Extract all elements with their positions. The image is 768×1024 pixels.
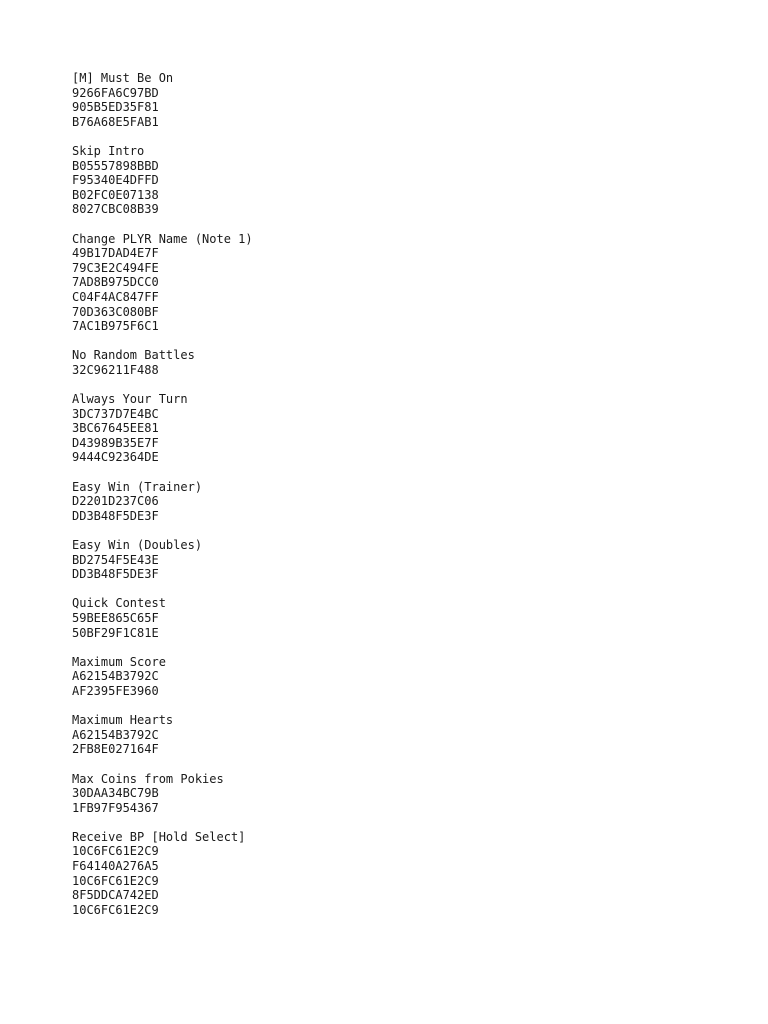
cheat-code: 59BEE865C65F xyxy=(72,610,159,625)
cheat-code: D43989B35E7F xyxy=(72,435,159,450)
cheat-code: 7AD8B975DCC0 xyxy=(72,275,159,290)
cheat-entry xyxy=(72,144,732,217)
cheat-entry xyxy=(72,538,732,582)
cheat-entry xyxy=(72,596,732,640)
cheat-title: [M] Must Be On xyxy=(72,71,174,85)
cheat-code: DD3B48F5DE3F xyxy=(72,567,159,582)
cheat-title: Receive BP [Hold Select] xyxy=(72,829,246,844)
cheat-entry xyxy=(72,232,732,334)
cheat-entry xyxy=(72,348,732,377)
cheat-entry xyxy=(72,480,732,524)
cheat-code: 79C3E2C494FE xyxy=(72,260,159,275)
cheat-code: 3BC67645EE81 xyxy=(72,421,159,436)
cheat-code: B05557898BBD xyxy=(72,158,159,173)
cheat-code: 905B5ED35F81 xyxy=(72,100,159,115)
cheat-code: 49B17DAD4E7F xyxy=(72,246,159,261)
cheat-code: 3DC737D7E4BC xyxy=(72,406,159,421)
cheat-title: Always Your Turn xyxy=(72,392,188,407)
cheat-code: AF2395FE3960 xyxy=(72,683,159,698)
cheat-code: 8F5DDCA742ED xyxy=(72,888,159,903)
cheat-code: F95340E4DFFD xyxy=(72,173,159,188)
cheat-code: C04F4AC847FF xyxy=(72,289,159,304)
cheat-entry xyxy=(72,392,732,465)
cheat-title: Max Coins from Pokies xyxy=(72,771,224,786)
cheat-code: 30DAA34BC79B xyxy=(72,786,159,801)
cheat-title: Skip Intro xyxy=(72,143,145,158)
cheat-code: 70D363C080BF xyxy=(72,304,159,319)
cheat-code: B02FC0E07138 xyxy=(72,187,159,202)
cheat-code: F64140A276A5 xyxy=(72,859,159,874)
cheat-entry xyxy=(72,772,732,816)
cheat-entry xyxy=(72,71,732,129)
cheat-code: 8027CBC08B39 xyxy=(72,202,159,217)
cheat-code: 50BF29F1C81E xyxy=(72,625,159,640)
cheat-entry xyxy=(72,655,732,699)
cheat-code: 7AC1B975F6C1 xyxy=(72,319,159,334)
cheat-code: 10C6FC61E2C9 xyxy=(72,844,159,859)
cheat-title: No Random Battles xyxy=(72,348,195,363)
cheat-code: 10C6FC61E2C9 xyxy=(72,873,159,888)
cheat-code: 2FB8E027164F xyxy=(72,742,159,757)
cheat-title: Change PLYR Name (Note 1) xyxy=(72,231,253,246)
cheat-code: A62154B3792C xyxy=(72,669,159,684)
cheat-code: B76A68E5FAB1 xyxy=(72,114,159,129)
cheat-code: DD3B48F5DE3F xyxy=(72,508,159,523)
cheat-code: 9266FA6C97BD xyxy=(72,85,159,100)
cheat-code: D2201D237C06 xyxy=(72,494,159,509)
cheat-title: Easy Win (Trainer) xyxy=(72,479,203,494)
cheat-code: 1FB97F954367 xyxy=(72,800,159,815)
cheat-entry xyxy=(72,713,732,757)
cheat-code: 32C96211F488 xyxy=(72,362,159,377)
cheat-code-document xyxy=(72,71,732,932)
cheat-code: 10C6FC61E2C9 xyxy=(72,902,159,917)
cheat-code: A62154B3792C xyxy=(72,727,159,742)
cheat-title: Maximum Score xyxy=(72,654,166,669)
cheat-title: Quick Contest xyxy=(72,596,166,611)
cheat-title: Maximum Hearts xyxy=(72,713,174,728)
cheat-title: Easy Win (Doubles) xyxy=(72,538,203,552)
cheat-code: BD2754F5E43E xyxy=(72,552,159,567)
cheat-entry xyxy=(72,830,732,918)
cheat-code: 9444C92364DE xyxy=(72,450,159,465)
